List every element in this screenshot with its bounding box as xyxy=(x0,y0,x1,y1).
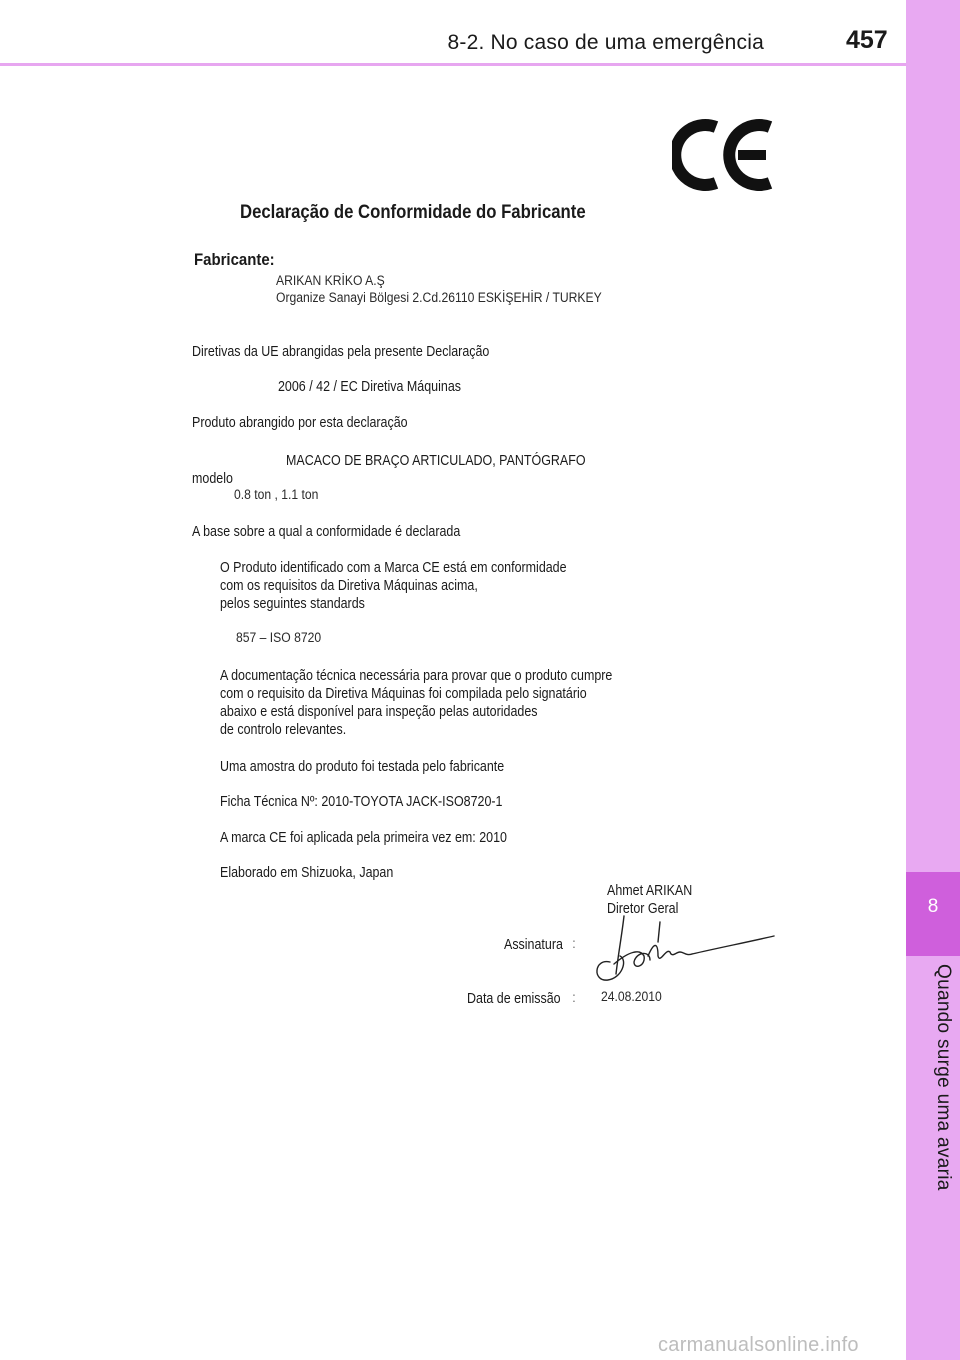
declaration-title: Declaração de Conformidade do Fabricante xyxy=(240,202,586,223)
prepared-at-text: Elaborado em Shizuoka, Japan xyxy=(220,865,394,881)
ce-mark-icon xyxy=(672,115,776,195)
signatory-name: Ahmet ARIKAN xyxy=(607,883,693,899)
model-label: modelo xyxy=(192,471,233,487)
basis-line-1: O Produto identificado com a Marca CE está em conformidade xyxy=(220,560,567,576)
watermark-url: carmanualsonline.info xyxy=(658,1334,859,1356)
manufacturer-label: Fabricante: xyxy=(194,250,275,269)
page-number: 457 xyxy=(846,26,888,54)
issue-date-colon: : xyxy=(572,989,576,1005)
header-divider xyxy=(0,63,906,66)
signature-colon: : xyxy=(572,935,576,951)
documentation-line-2: com o requisito da Diretiva Máquinas foi compilada pelo signatário xyxy=(220,686,587,702)
basis-line-3: pelos seguintes standards xyxy=(220,596,365,612)
signature-label: Assinatura xyxy=(504,937,563,953)
handwritten-signature xyxy=(588,912,780,986)
chapter-title-text: Quando surge uma avaria xyxy=(933,964,954,1191)
documentation-line-4: de controlo relevantes. xyxy=(220,722,347,738)
directive-text: 2006 / 42 / EC Diretiva Máquinas xyxy=(278,379,461,395)
manufacturer-name: ARIKAN KRİKO A.Ş xyxy=(276,273,385,288)
product-name: MACACO DE BRAÇO ARTICULADO, PANTÓGRAFO xyxy=(286,453,586,469)
sample-tested-text: Uma amostra do produto foi testada pelo fabricante xyxy=(220,759,505,775)
section-title: 8-2. No caso de uma emergência xyxy=(447,31,764,54)
documentation-line-1: A documentação técnica necessária para provar que o produto cumpre xyxy=(220,668,613,684)
model-values: 0.8 ton , 1.1 ton xyxy=(234,487,319,502)
basis-line-2: com os requisitos da Diretiva Máquinas acima, xyxy=(220,578,478,594)
signatory-title: Diretor Geral xyxy=(607,901,679,917)
basis-label: A base sobre a qual a conformidade é declarada xyxy=(192,524,461,540)
technical-file-text: Ficha Técnica Nº: 2010-TOYOTA JACK-ISO8720-1 xyxy=(220,794,503,810)
issue-date-label: Data de emissão xyxy=(467,991,561,1007)
product-label: Produto abrangido por esta declaração xyxy=(192,415,408,431)
documentation-line-3: abaixo e está disponível para inspeção pelas autoridades xyxy=(220,704,538,720)
ce-applied-text: A marca CE foi aplicada pela primeira vez em: 2010 xyxy=(220,830,507,846)
directives-label: Diretivas da UE abrangidas pela presente Declaração xyxy=(192,344,490,360)
issue-date-value: 24.08.2010 xyxy=(601,989,662,1004)
standard-text: 857 – ISO 8720 xyxy=(236,630,322,645)
manufacturer-address: Organize Sanayi Bölgesi 2.Cd.26110 ESKİŞEHİR / TURKEY xyxy=(276,290,602,305)
chapter-number: 8 xyxy=(927,896,939,917)
